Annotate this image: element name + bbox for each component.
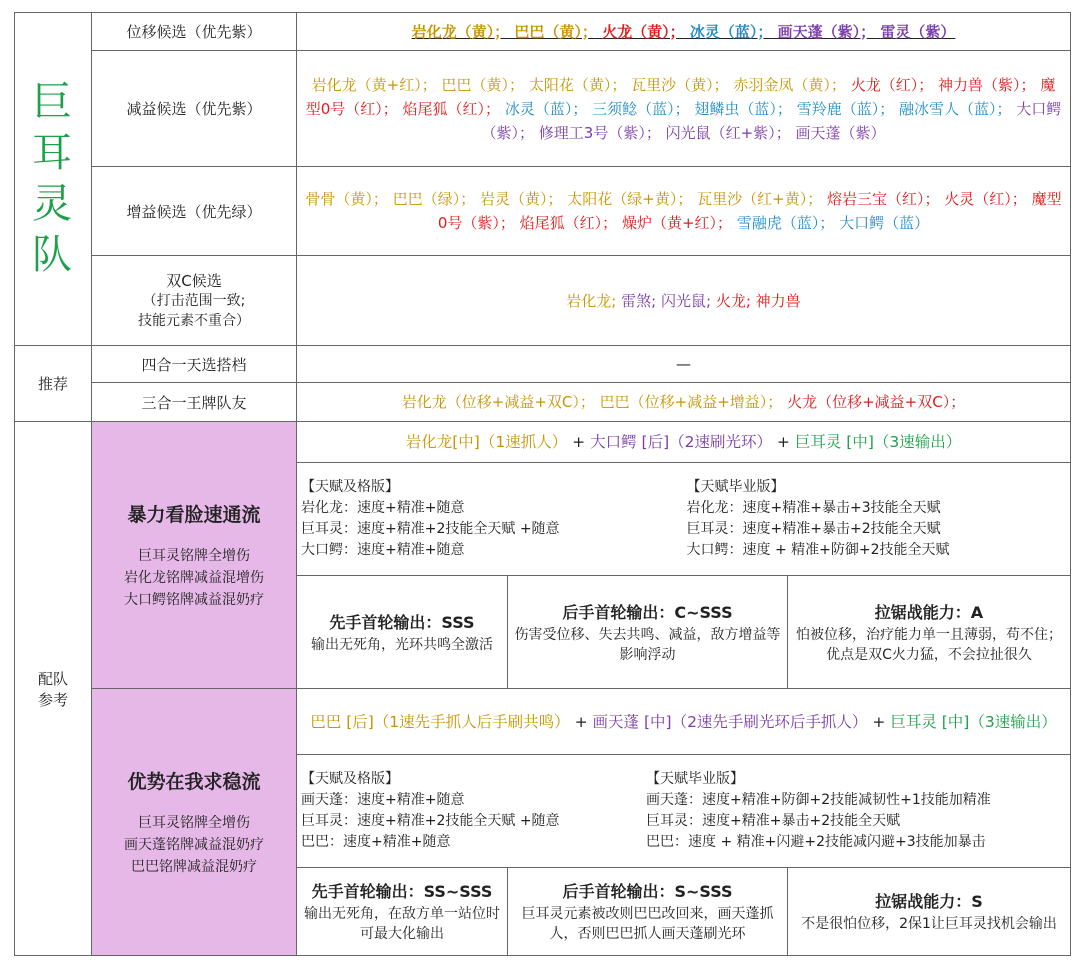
build-title: 【天赋毕业版】 <box>686 479 785 495</box>
double-c-note-2: 技能元素不重合） <box>138 313 250 329</box>
saw-text: 怕被位移，治疗能力单一且薄弱，苟不住；优点是双C火力猛，不会拉扯很久 <box>796 626 1062 663</box>
list-item: 巴巴（绿）； <box>392 190 476 208</box>
list-item: 焰尾狐（红）； <box>519 214 618 232</box>
reference-label-2: 参考 <box>37 690 68 709</box>
list-item: 融冰雪人（蓝）； <box>899 99 1012 118</box>
first-turn-text: 输出无死角，光环共鸣全激活 <box>311 636 493 653</box>
list-item: 巨耳灵 [中]（3速输出） <box>890 712 1057 731</box>
list-item: 巴巴（黄）； <box>441 75 525 94</box>
first-turn-title: 先手首轮输出：SS~SSS <box>311 882 493 901</box>
double-c-candidates <box>297 256 1071 346</box>
list-item: 岩化龙; <box>566 291 617 310</box>
displacement-candidates <box>297 13 1071 51</box>
strategy-2-build-pass <box>301 769 646 853</box>
strategy-1-saw <box>788 576 1071 689</box>
strategy-2-title: 优势在我求稳流 <box>127 770 261 793</box>
list-item: 巴巴 [后]（1速先手抓人后手刷共鸣） <box>310 712 570 731</box>
team-name-char: 队 <box>32 232 74 279</box>
strategy-2-note: 巴巴铭牌减益混奶疗 <box>131 858 257 875</box>
first-turn-title: 先手首轮输出：SSS <box>329 612 475 632</box>
list-item: 巴巴（黄）； <box>514 22 597 41</box>
list-item: 巴巴（位移+减益+增益）； <box>599 393 783 411</box>
list-item: 大口鳄（蓝） <box>839 214 930 232</box>
strategy-1-build-grad <box>681 477 1067 561</box>
strategy-2-note: 巨耳灵铭牌全增伤 <box>138 814 250 831</box>
saw-title: 拉锯战能力：S <box>875 892 983 911</box>
first-turn-text: 输出无死角，在敌方单一站位时可最大化输出 <box>304 906 500 942</box>
team-name-cell <box>15 13 92 346</box>
list-item: 三须鲶（蓝）； <box>592 99 690 118</box>
list-item: 岩化龙（黄+红）； <box>311 75 437 94</box>
strategy-2-first-turn <box>297 868 508 956</box>
list-item: 燥炉（黄+红）； <box>621 214 733 232</box>
build-line: 巨耳灵：速度+精准+2技能全天赋 +随意 <box>301 521 560 537</box>
list-item: 雷煞; <box>621 291 657 310</box>
double-c-note-1: （打击范围一致; <box>142 293 246 309</box>
list-item: 岩化龙（位移+减益+双C）； <box>401 393 595 411</box>
second-turn-text: 伤害受位移、失去共鸣、减益，敌方增益等影响浮动 <box>514 626 781 663</box>
strategy-2-note: 画天蓬铭牌减益混奶疗 <box>124 836 264 853</box>
strategy-2-lineup <box>297 689 1071 755</box>
second-turn-title: 后手首轮输出：C~SSS <box>562 602 733 622</box>
list-item: 赤羽金凤（黄）； <box>733 75 846 94</box>
list-item: 修理工3号（紫）； <box>538 123 661 142</box>
list-item: + <box>776 433 790 451</box>
list-item: 画天蓬（紫）； <box>777 22 876 41</box>
list-item: 瓦里沙（红+黄）； <box>697 190 823 208</box>
list-item: 雷灵（紫） <box>880 22 956 41</box>
list-item: 画天蓬 [中]（2速先手刷光环后手抓人） <box>592 712 868 731</box>
list-item: 巨耳灵 [中]（3速输出） <box>794 433 962 451</box>
build-title: 【天赋及格版】 <box>301 479 399 495</box>
list-item: 画天蓬（紫） <box>795 123 886 142</box>
list-item: 冰灵（蓝）； <box>504 99 588 118</box>
strategy-2-builds <box>297 755 1071 868</box>
list-item: 火龙（黄）； <box>602 22 685 41</box>
list-item: 骨骨（黄）； <box>305 190 388 208</box>
team-guide-table <box>14 12 1071 956</box>
strategy-2-cell <box>92 689 297 956</box>
list-item: + <box>574 712 588 731</box>
four-in-one-label: 四合一天选搭档 <box>92 346 297 383</box>
strategy-2-second-turn <box>508 868 788 956</box>
list-item: 翅鳞虫（蓝）； <box>694 99 792 118</box>
team-name-char: 灵 <box>32 181 74 227</box>
build-line: 画天蓬：速度+精准+随意 <box>301 792 465 808</box>
build-line: 岩化龙：速度+精准+随意 <box>301 500 465 516</box>
build-line: 大口鳄：速度 + 精准+防御+2技能全天赋 <box>686 542 950 558</box>
strategy-1-title: 暴力看脸速通流 <box>127 503 261 526</box>
list-item: 熔岩三宝（红）； <box>827 190 940 208</box>
build-title: 【天赋及格版】 <box>301 771 399 787</box>
team-guide-page <box>14 12 1070 960</box>
build-line: 巨耳灵：速度+精准+暴击+2技能全天赋 <box>686 521 941 537</box>
strategy-1-cell <box>92 422 297 689</box>
double-c-label <box>92 256 297 346</box>
list-item: 火龙; <box>715 291 751 310</box>
list-item: 火灵（红）； <box>944 190 1027 208</box>
list-item: 瓦里沙（黄）； <box>631 75 729 94</box>
list-item: 大口鳄 [后]（2速刷光环） <box>590 433 772 451</box>
strategy-1-first-turn <box>297 576 508 689</box>
strategy-1-lineup <box>297 422 1071 463</box>
three-in-one-label: 三合一王牌队友 <box>92 383 297 422</box>
list-item: 魔型0号（红）； <box>305 75 1056 118</box>
saw-text: 不是很怕位移，2保1让巨耳灵找机会输出 <box>801 916 1057 932</box>
second-turn-text: 巨耳灵元素被改则巴巴改回来，画天蓬抓人，否则巴巴抓人画天蓬刷光环 <box>521 906 774 942</box>
list-item: 冰灵（蓝）； <box>689 22 773 41</box>
three-in-one-value <box>297 383 1071 422</box>
list-item: 火龙（位移+减益+双C）； <box>787 393 966 411</box>
list-item: 雪融虎（蓝）； <box>736 214 835 232</box>
debuff-candidates <box>297 51 1071 167</box>
double-c-title: 双C候选 <box>166 272 222 290</box>
list-item: 大口鳄（紫）； <box>481 99 1062 142</box>
strategy-1-second-turn <box>508 576 788 689</box>
strategy-2-saw <box>788 868 1071 956</box>
list-item: + <box>872 712 886 731</box>
list-item: 神力兽（紫）； <box>938 75 1036 94</box>
build-title: 【天赋毕业版】 <box>646 771 744 787</box>
build-line: 画天蓬：速度+精准+防御+2技能减韧性+1技能加精准 <box>646 792 991 808</box>
displacement-label: 位移候选（优先紫） <box>92 13 297 51</box>
list-item: 闪光鼠（红+紫）； <box>665 123 791 142</box>
strategy-1-note: 巨耳灵铭牌全增伤 <box>138 547 250 564</box>
list-item: 太阳花（绿+黄）； <box>567 190 693 208</box>
saw-title: 拉锯战能力：A <box>874 602 984 622</box>
list-item: 火龙（红）； <box>850 75 934 94</box>
build-line: 岩化龙：速度+精准+暴击+3技能全天赋 <box>686 500 941 516</box>
second-turn-title: 后手首轮输出：S~SSS <box>562 882 733 901</box>
team-name-char: 巨 <box>32 78 74 125</box>
recommend-label: 推荐 <box>15 346 92 422</box>
build-line: 巴巴：速度+精准+随意 <box>301 834 451 850</box>
list-item: 魔型0号（紫）； <box>437 190 1062 232</box>
list-item: 太阳花（黄）； <box>528 75 627 94</box>
reference-label <box>15 422 92 956</box>
build-line: 巨耳灵：速度+精准+暴击+2技能全天赋 <box>646 813 901 829</box>
four-in-one-value: — <box>297 346 1071 383</box>
strategy-2-build-grad <box>646 769 1066 853</box>
team-name-char: 耳 <box>32 129 74 176</box>
list-item: 神力兽 <box>755 291 801 310</box>
build-line: 巨耳灵：速度+精准+2技能全天赋 +随意 <box>301 813 560 829</box>
build-line: 大口鳄：速度+精准+随意 <box>301 542 465 558</box>
build-line: 巴巴：速度 + 精准+闪避+2技能减闪避+3技能加暴击 <box>646 834 986 850</box>
list-item: + <box>572 433 586 451</box>
strategy-1-note: 大口鳄铭牌减益混奶疗 <box>124 591 264 608</box>
strategy-1-note: 岩化龙铭牌减益混增伤 <box>124 569 264 586</box>
list-item: 岩化龙[中]（1速抓人） <box>405 433 568 451</box>
list-item: 闪光鼠; <box>660 291 712 310</box>
list-item: 岩灵（黄）； <box>479 190 563 208</box>
reference-label-1: 配队 <box>37 669 68 688</box>
list-item: 雪羚鹿（蓝）； <box>796 99 895 118</box>
buff-label: 增益候选（优先绿） <box>92 167 297 256</box>
strategy-1-builds <box>297 463 1071 576</box>
list-item: 焰尾狐（红）； <box>402 99 501 118</box>
buff-candidates <box>297 167 1071 256</box>
strategy-1-build-pass <box>301 477 681 561</box>
list-item: 岩化龙（黄）； <box>411 22 510 41</box>
debuff-label: 减益候选（优先紫） <box>92 51 297 167</box>
